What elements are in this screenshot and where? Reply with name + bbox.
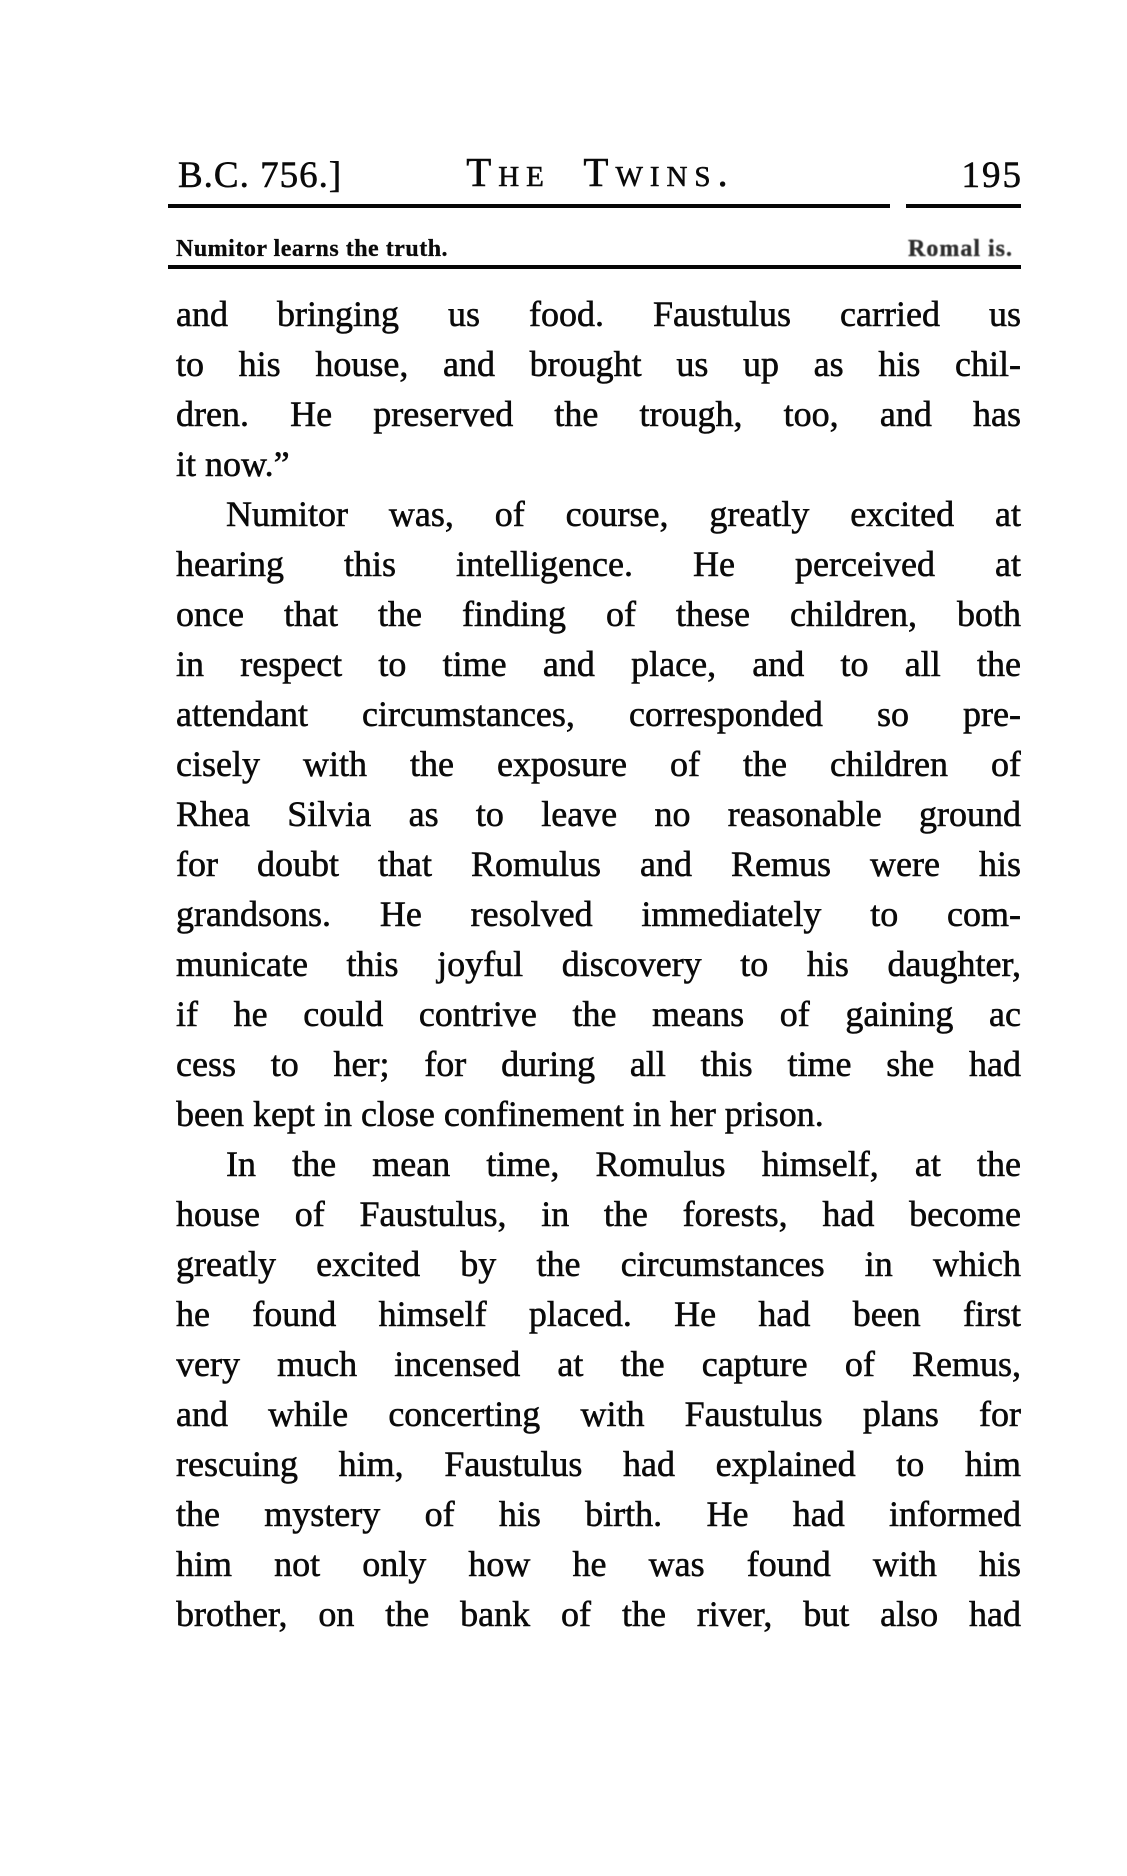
text-line: dren. He preserved the trough, too, and has xyxy=(176,394,1021,434)
text-line: and bringing us food. Faustulus carried us xyxy=(176,294,1021,334)
text-line: hearing this intelligence. He perceived at xyxy=(176,544,1021,584)
page-number: 195 xyxy=(961,155,1023,196)
paragraph xyxy=(176,1139,1021,1639)
text-line: to his house, and brought us up as his chil- xyxy=(176,344,1021,384)
text-line: Rhea Silvia as to leave no reasonable ground xyxy=(176,794,1021,834)
text-line: very much incensed at the capture of Remus, xyxy=(176,1344,1021,1384)
text-line: in respect to time and place, and to all the xyxy=(176,644,1021,684)
paragraph xyxy=(176,489,1021,1139)
page-header xyxy=(178,148,1023,198)
text-line: brother, on the bank of the river, but also had xyxy=(176,1594,1021,1634)
text-line: house of Faustulus, in the forests, had become xyxy=(176,1194,1021,1234)
text-line: he found himself placed. He had been first xyxy=(176,1294,1021,1334)
text-line: greatly excited by the circumstances in which xyxy=(176,1244,1021,1284)
text-line: In the mean time, Romulus himself, at the xyxy=(226,1144,1021,1184)
horizontal-rule-bottom xyxy=(168,265,1021,269)
paragraph xyxy=(176,289,1021,489)
text-line: attendant circumstances, corresponded so pre- xyxy=(176,694,1021,734)
text-line: rescuing him, Faustulus had explained to him xyxy=(176,1444,1021,1484)
text-line: municate this joyful discovery to his daughter, xyxy=(176,944,1021,984)
text-line: the mystery of his birth. He had informed xyxy=(176,1494,1021,1534)
text-line: Numitor was, of course, greatly excited at xyxy=(226,494,1021,534)
text-line: once that the finding of these children, both xyxy=(176,594,1021,634)
body-text xyxy=(176,289,1021,1639)
horizontal-rule-top xyxy=(168,204,1021,208)
text-line: been kept in close confinement in her prison. xyxy=(176,1094,824,1134)
text-line: and while concerting with Faustulus plans for xyxy=(176,1394,1021,1434)
text-line: him not only how he was found with his xyxy=(176,1544,1021,1584)
rule-scan-gap xyxy=(890,203,906,209)
text-line: it now.” xyxy=(176,444,290,484)
running-head-left: Numitor learns the truth. xyxy=(176,236,449,262)
running-head-right: Romal is. xyxy=(908,236,1013,262)
text-line: grandsons. He resolved immediately to com- xyxy=(176,894,1021,934)
page-title: The Twins. xyxy=(466,149,735,195)
header-date: B.C. 756.] xyxy=(178,155,343,196)
text-line: cess to her; for during all this time she had xyxy=(176,1044,1021,1084)
text-line: if he could contrive the means of gaining ac xyxy=(176,994,1021,1034)
running-heads xyxy=(176,236,1021,266)
text-line: for doubt that Romulus and Remus were his xyxy=(176,844,1021,884)
text-line: cisely with the exposure of the children of xyxy=(176,744,1021,784)
